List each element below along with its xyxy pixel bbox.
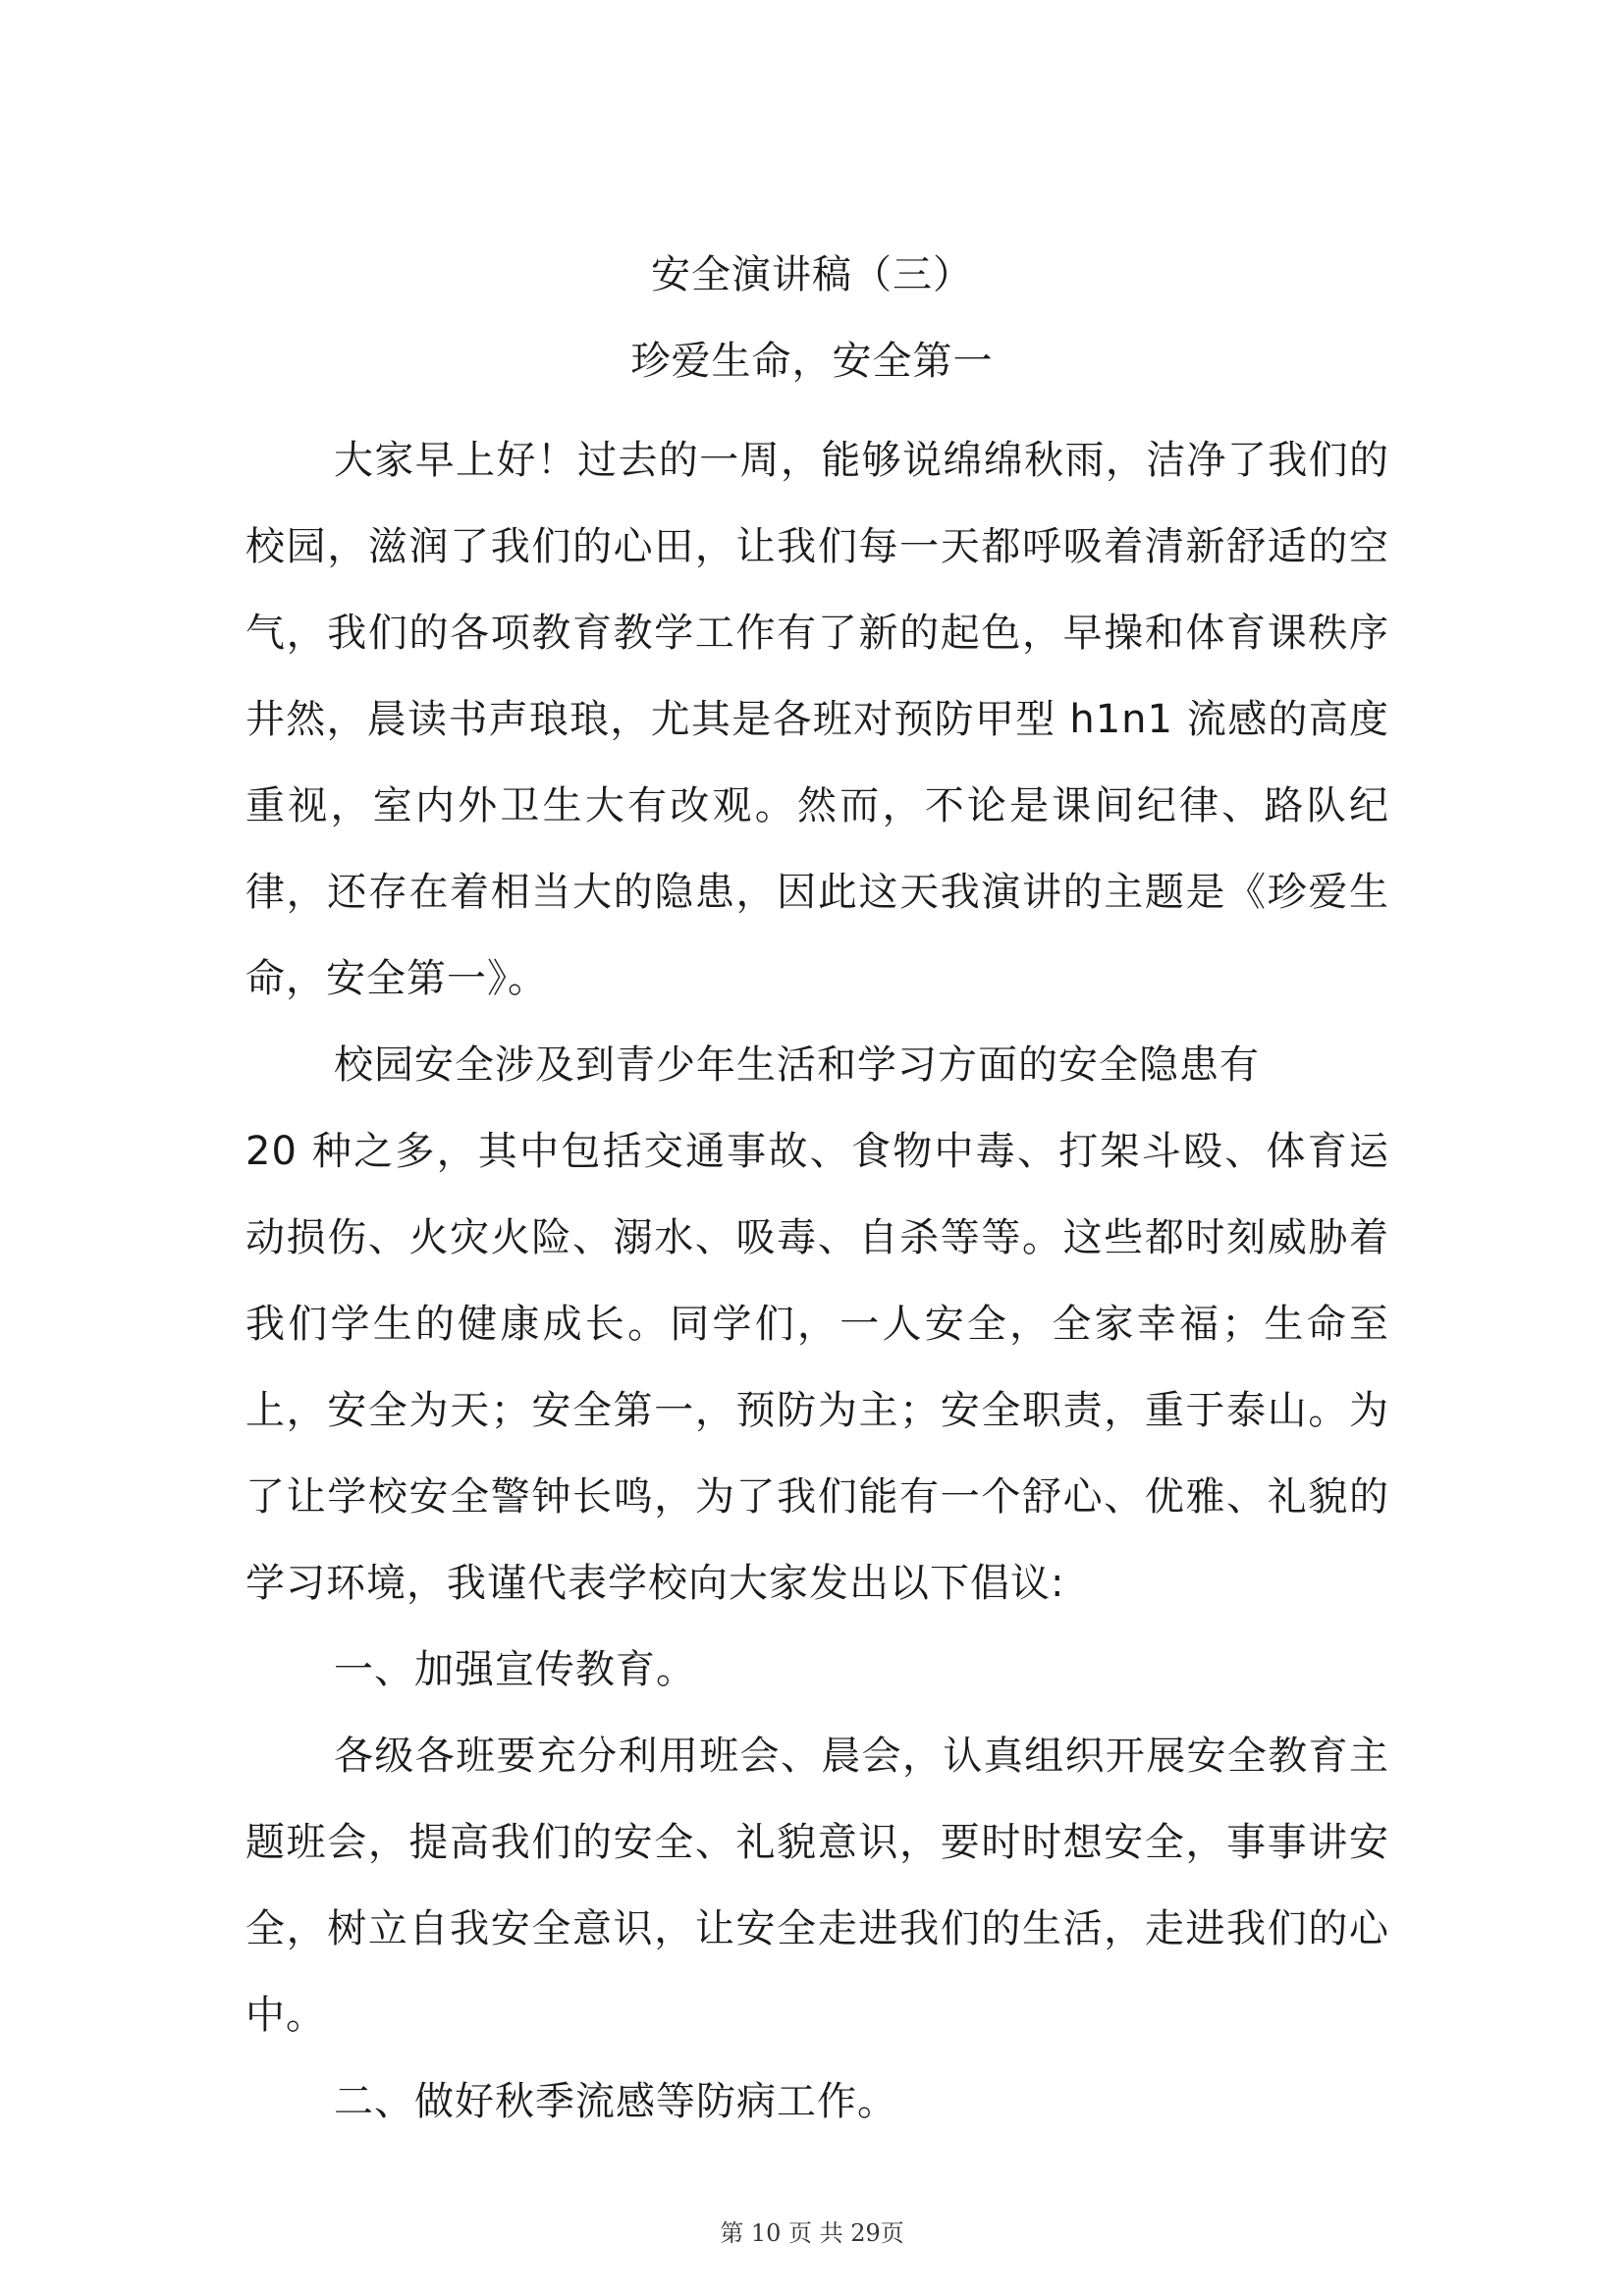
document-subtitle: 珍爱生命，安全第一 bbox=[630, 339, 994, 384]
heading-item-one: 一、加强宣传教育。 bbox=[334, 1647, 696, 1692]
heading-item-two: 二、做好秋季流感等防病工作。 bbox=[334, 2079, 897, 2124]
paragraph-greeting: 大家早上好！过去的一周，能够说绵绵秋雨，洁净了我们的校园，滋润了我们的心田，让我们每一天都呼吸着清新舒适的空气，我们的各项教育教学工作有了新的起色，早操和体育课秩序井然，晨读书声琅琅，尤其是各班对预防甲型 h1n1 流感的高度重视，室内外卫生大有改观。然而，不论是课间纪律、路队纪律，还存在着相当大的隐患，因此这天我演讲的主题是《珍爱生命，安全第一》。 bbox=[245, 438, 1389, 1001]
document-title: 安全演讲稿（三） bbox=[651, 252, 973, 297]
page-number-footer: 第 10 页 共 29页 bbox=[720, 2219, 904, 2247]
paragraph-education: 各级各班要充分利用班会、晨会，认真组织开展安全教育主题班会，提高我们的安全、礼貌意识，要时时想安全，事事讲安全，树立自我安全意识，让安全走进我们的生活，走进我们的心中。 bbox=[245, 1734, 1389, 2038]
document-body bbox=[245, 417, 1389, 2145]
paragraph-safety-risks: 校园安全涉及到青少年生活和学习方面的安全隐患有 20 种之多，其中包括交通事故、食物中毒、打架斗殴、体育运动损伤、火灾火险、溺水、吸毒、自杀等等。这些都时刻威胁着我们学生的健康成长。同学们，一人安全，全家幸福；生命至上，安全为天；安全第一，预防为主；安全职责，重于泰山。为了让学校安全警钟长鸣，为了我们能有一个舒心、优雅、礼貌的学习环境，我谨代表学校向大家发出以下倡议: bbox=[245, 1042, 1389, 1606]
